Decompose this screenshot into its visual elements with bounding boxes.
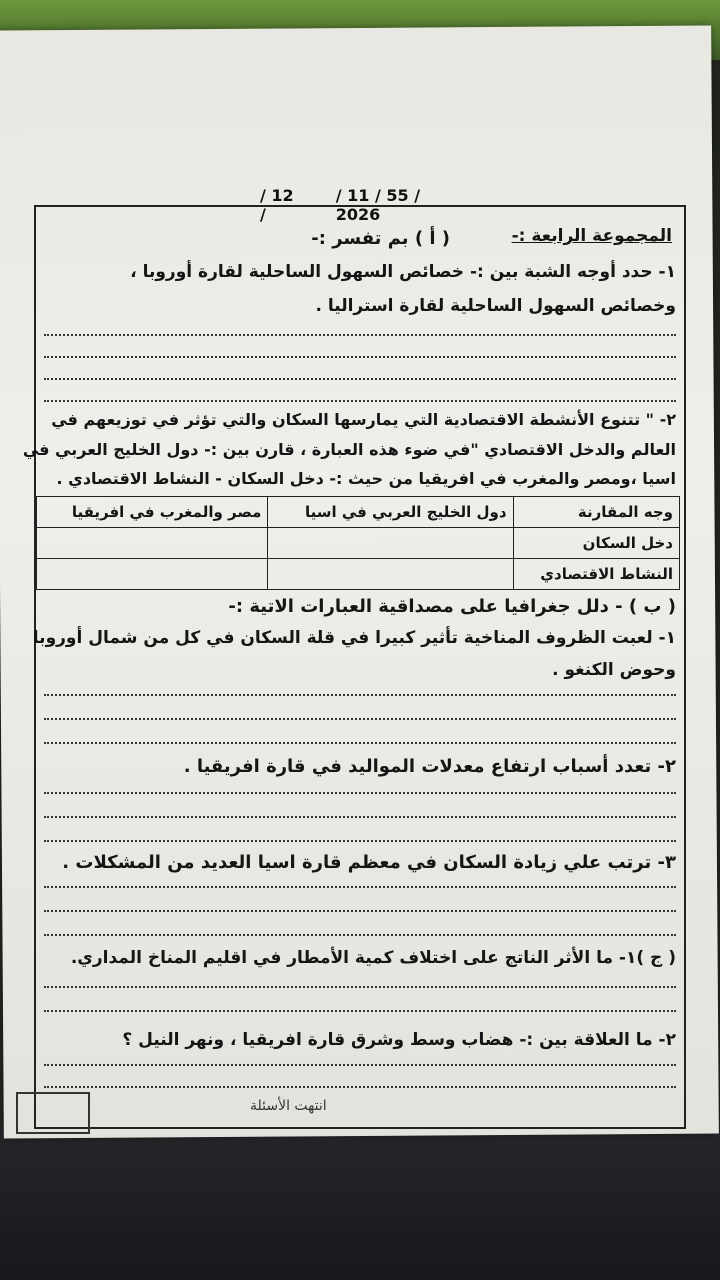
table-cell: دخل السكان — [513, 528, 679, 559]
section-b-title: ( ب ) - دلل جغرافيا على مصداقية العبارات الاتية :- — [228, 596, 676, 617]
table-header-cell: وجه المقارنة — [513, 497, 679, 528]
section-a-title: ( أ ) بم تفسر :- — [311, 228, 450, 249]
answer-line — [44, 1064, 676, 1066]
section-b-q1-line2: وحوض الكنغو . — [552, 660, 676, 680]
group-title: المجموعة الرابعة :- — [511, 226, 672, 246]
q-a1-line1: ١- حدد أوجه الشبة بين :- خصائص السهول الساحلية لقارة أوروبا ، — [130, 262, 676, 282]
answer-line — [44, 792, 676, 794]
answer-line — [44, 1010, 676, 1012]
score-box — [16, 1092, 90, 1134]
table-cell[interactable] — [37, 559, 268, 590]
page-number: / 12 / — [260, 186, 294, 224]
answer-line — [44, 934, 676, 936]
q-a1-line2: وخصائص السهول الساحلية لقارة استراليا . — [315, 296, 676, 316]
footer-text: انتهت الأسئلة — [250, 1098, 327, 1114]
background-bottom — [0, 1125, 720, 1280]
table-header-row — [37, 497, 680, 528]
answer-line — [44, 718, 676, 720]
table-header-cell: مصر والمغرب في افريقيا — [37, 497, 268, 528]
section-b-q3: ٣- ترتب علي زيادة السكان في معظم قارة اسيا العديد من المشكلات . — [62, 852, 676, 873]
section-c-q1: ( ج )١- ما الأثر الناتج على اختلاف كمية الأمطار في اقليم المناخ المداري. — [70, 948, 676, 968]
answer-line — [44, 910, 676, 912]
section-b-q2: ٢- تعدد أسباب ارتفاع معدلات المواليد في قارة افريقيا . — [183, 756, 676, 777]
table-row — [37, 559, 680, 590]
table-cell: النشاط الاقتصادي — [513, 559, 679, 590]
answer-line — [44, 816, 676, 818]
answer-line — [44, 886, 676, 888]
answer-line — [44, 840, 676, 842]
answer-line — [44, 400, 676, 402]
comparison-table — [36, 496, 680, 590]
table-cell[interactable] — [268, 559, 513, 590]
answer-line — [44, 986, 676, 988]
q-a2-line3: اسيا ،ومصر والمغرب في افريقيا من حيث :- دخل السكان - النشاط الاقتصادي . — [56, 469, 676, 488]
table-cell[interactable] — [37, 528, 268, 559]
answer-line — [44, 694, 676, 696]
q-a2-line1: ٢- " تتنوع الأنشطة الاقتصادية التي يمارسها السكان والتي تؤثر في توزيعهم في — [51, 410, 676, 429]
answer-line — [44, 356, 676, 358]
exam-date: / 11 / 55 / 2026 — [335, 186, 421, 224]
answer-line — [44, 334, 676, 336]
table-header-cell: دول الخليج العربي في اسيا — [268, 497, 513, 528]
answer-line — [44, 742, 676, 744]
section-c-q2: ٢- ما العلاقة بين :- هضاب وسط وشرق قارة افريقيا ، ونهر النيل ؟ — [122, 1030, 676, 1050]
section-b-q1-line1: ١- لعبت الظروف المناخية تأثير كبيرا في قلة السكان في كل من شمال أوروبا — [32, 628, 676, 648]
answer-line — [44, 378, 676, 380]
q-a2-line2: العالم والدخل الاقتصادي "في ضوء هذه العبارة ، قارن بين :- دول الخليج العربي في — [22, 440, 676, 459]
table-row — [37, 528, 680, 559]
answer-line — [44, 1086, 676, 1088]
table-cell[interactable] — [268, 528, 513, 559]
